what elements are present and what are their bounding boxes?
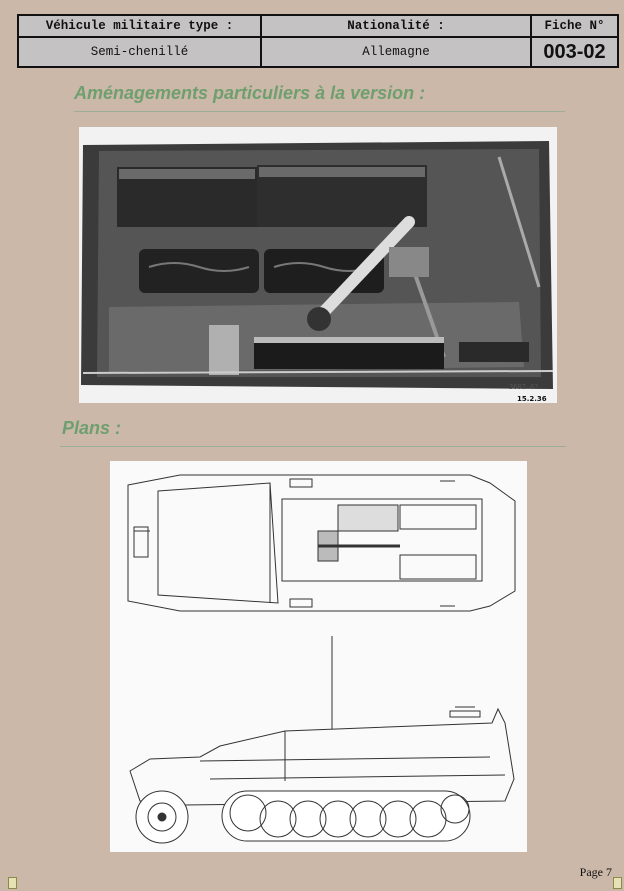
header-table — [17, 14, 619, 68]
top-view-plan — [128, 475, 515, 611]
photo-date: 15.2.36 — [517, 395, 547, 403]
nationality-value: Allemagne — [262, 38, 532, 66]
page-number: Page 7 — [579, 865, 612, 879]
sheet-label: Fiche N° — [532, 16, 617, 38]
plans-rule — [60, 446, 566, 447]
side-view-plan — [130, 636, 514, 843]
type-value: Semi-chenillé — [19, 38, 262, 66]
interior-photo — [79, 127, 557, 403]
fittings-rule — [74, 111, 565, 112]
type-label: Véhicule militaire type : — [19, 16, 262, 38]
nationality-label: Nationalité : — [262, 16, 532, 38]
plans-heading: Plans : — [62, 418, 122, 438]
corner-mark-left — [8, 877, 17, 889]
fittings-heading: Aménagements particuliers à la version : — [74, 83, 426, 103]
photo-code: 3682 62 — [509, 383, 539, 391]
corner-mark-right — [613, 877, 622, 889]
plans-drawing — [110, 461, 527, 852]
sheet-number: 003-02 — [543, 40, 606, 63]
